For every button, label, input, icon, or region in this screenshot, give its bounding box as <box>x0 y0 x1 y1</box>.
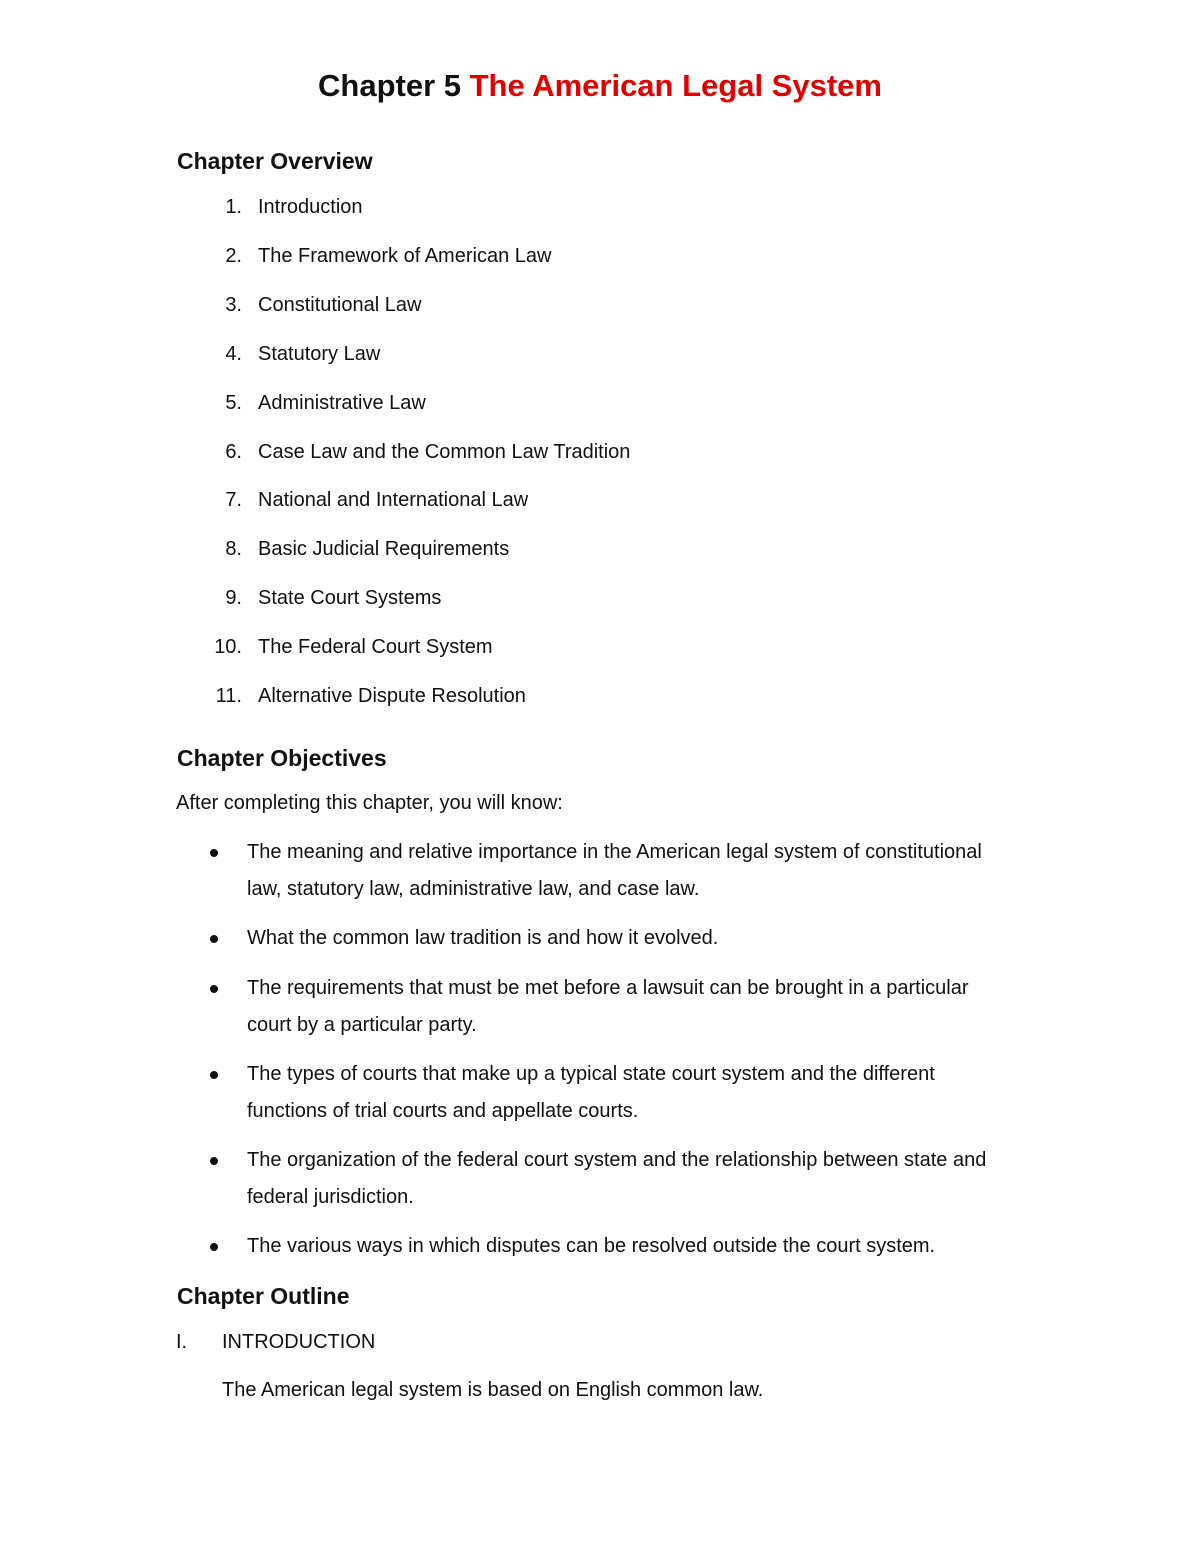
list-item-number: 6. <box>225 441 242 463</box>
objective-text: The types of courts that make up a typical state court system and the different functions of trial courts and appellate courts. <box>247 1063 935 1122</box>
list-item-text: The Framework of American Law <box>258 245 552 267</box>
title-prefix: Chapter 5 <box>318 68 461 103</box>
list-item-number: 4. <box>225 343 242 365</box>
list-item-number: 9. <box>225 587 242 609</box>
objective-text: The various ways in which disputes can be resolved outside the court system. <box>247 1235 936 1257</box>
list-item <box>0 294 1200 320</box>
list-item-number: 7. <box>225 489 242 511</box>
list-item-number: 10. <box>214 636 242 658</box>
list-item-text: Statutory Law <box>258 343 381 365</box>
list-item <box>0 245 1200 271</box>
bullet-icon <box>210 935 218 943</box>
list-item-text: Administrative Law <box>258 392 426 414</box>
bullet-icon <box>210 849 218 857</box>
list-item-text: National and International Law <box>258 489 529 511</box>
list-item <box>0 489 1200 515</box>
list-item-text: Case Law and the Common Law Tradition <box>258 441 631 463</box>
bullet-icon <box>210 1157 218 1165</box>
list-item-number: 3. <box>225 294 242 316</box>
list-item-number: 5. <box>225 392 242 414</box>
bullet-icon <box>210 1243 218 1251</box>
list-item-text: Introduction <box>258 196 363 218</box>
list-item <box>0 587 1200 613</box>
outline-numeral: I. <box>176 1331 188 1353</box>
list-item-text: State Court Systems <box>258 587 442 609</box>
list-item-text: The Federal Court System <box>258 636 493 658</box>
objective-text: What the common law tradition is and how it evolved. <box>247 927 719 949</box>
list-item-number: 11. <box>215 685 242 707</box>
list-item-text: Constitutional Law <box>258 294 422 316</box>
list-item <box>0 343 1200 369</box>
list-item <box>0 196 1200 222</box>
list-item-number: 2. <box>225 245 242 267</box>
list-item-number: 8. <box>225 538 242 560</box>
objective-text: The meaning and relative importance in the American legal system of constitutional law, statutory law, administrative law, and case law. <box>247 841 982 900</box>
list-item-number: 1. <box>225 196 242 218</box>
list-item <box>0 636 1200 662</box>
outline-heading: Chapter Outline <box>177 1283 350 1309</box>
overview-heading: Chapter Overview <box>177 148 373 174</box>
objectives-heading: Chapter Objectives <box>177 745 387 771</box>
bullet-icon <box>210 1071 218 1079</box>
list-item-text: Alternative Dispute Resolution <box>258 685 526 707</box>
list-item <box>0 685 1200 711</box>
title-accent: The American Legal System <box>469 68 882 103</box>
bullet-icon <box>210 985 218 993</box>
objective-text: The requirements that must be met before a lawsuit can be brought in a particular court by a particular party. <box>247 977 969 1036</box>
objectives-intro: After completing this chapter, you will know: <box>176 792 563 814</box>
objective-text: The organization of the federal court system and the relationship between state and federal jurisdiction. <box>247 1149 987 1208</box>
list-item-text: Basic Judicial Requirements <box>258 538 510 560</box>
page-title <box>0 68 1200 104</box>
outline-paragraph: The American legal system is based on English common law. <box>222 1379 764 1401</box>
list-item <box>0 441 1200 467</box>
outline-section-title: INTRODUCTION <box>222 1331 376 1353</box>
list-item <box>0 392 1200 418</box>
list-item <box>0 538 1200 564</box>
